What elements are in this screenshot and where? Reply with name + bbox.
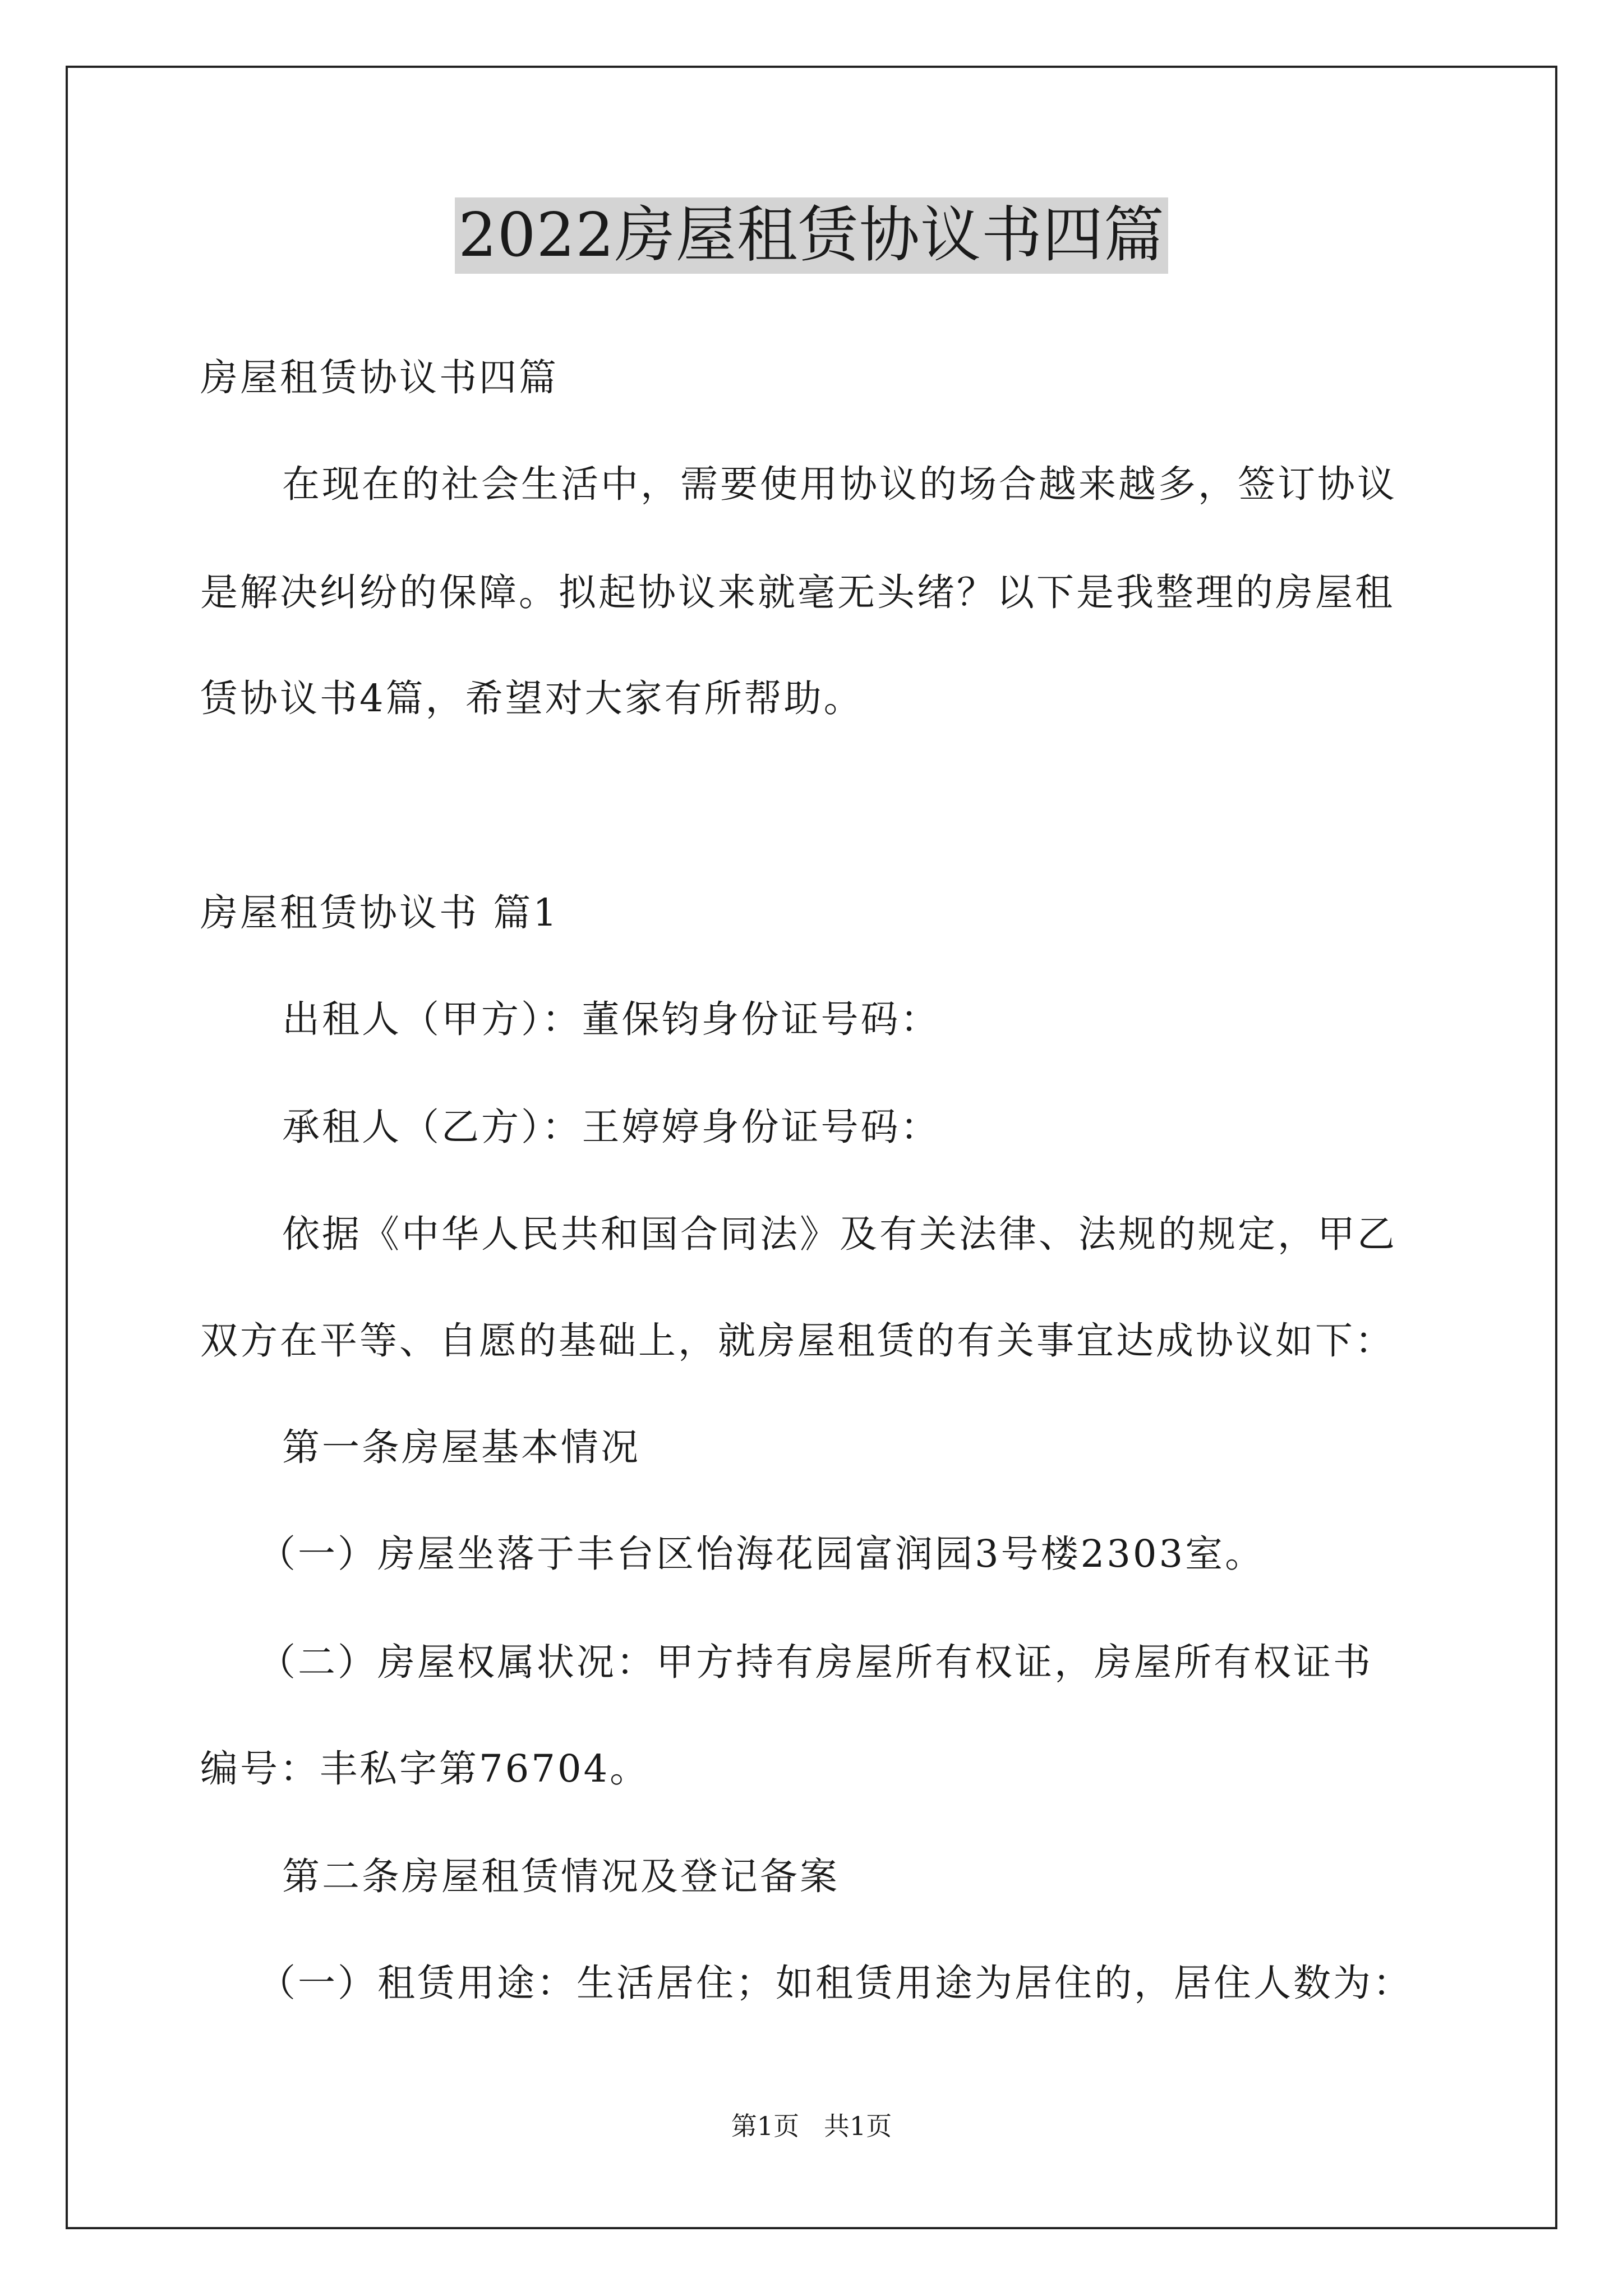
article-1-heading: 第一条房屋基本情况 xyxy=(282,1425,640,1469)
section-heading: 房屋租赁协议书 篇1 xyxy=(200,891,559,935)
body-line-basis-2: 双方在平等、自愿的基础上，就房屋租赁的有关事宜达成协议如下： xyxy=(200,1319,1395,1363)
article-2-item-1: （一）租赁用途：生活居住；如租赁用途为居住的，居住人数为： xyxy=(258,1961,1413,2005)
intro-line-1: 在现在的社会生活中，需要使用协议的场合越来越多，签订协议 xyxy=(282,462,1397,506)
article-1-item-2: （二）房屋权属状况：甲方持有房屋所有权证，房屋所有权证书 xyxy=(258,1640,1373,1684)
article-1-item-2-cont: 编号：丰私字第76704。 xyxy=(200,1747,650,1791)
intro-line-2: 是解决纠纷的保障。拟起协议来就毫无头绪？以下是我整理的房屋租 xyxy=(200,570,1395,614)
document-subtitle: 房屋租赁协议书四篇 xyxy=(200,356,559,399)
body-line-basis-1: 依据《中华人民共和国合同法》及有关法律、法规的规定，甲乙 xyxy=(282,1212,1397,1256)
page-footer: 第1页 共1页 xyxy=(731,2111,892,2141)
article-1-item-1: （一）房屋坐落于丰台区怡海花园富润园3号楼2303室。 xyxy=(258,1532,1265,1576)
body-line-lessor: 出租人（甲方）：董保钧身份证号码： xyxy=(282,997,940,1041)
article-2-heading: 第二条房屋租赁情况及登记备案 xyxy=(282,1855,840,1898)
document-title: 2022房屋租赁协议书四篇 xyxy=(455,197,1168,274)
intro-line-3: 赁协议书4篇，希望对大家有所帮助。 xyxy=(200,677,864,720)
title-wrap xyxy=(0,197,1623,274)
body-line-lessee: 承租人（乙方）：王婷婷身份证号码： xyxy=(282,1105,940,1149)
